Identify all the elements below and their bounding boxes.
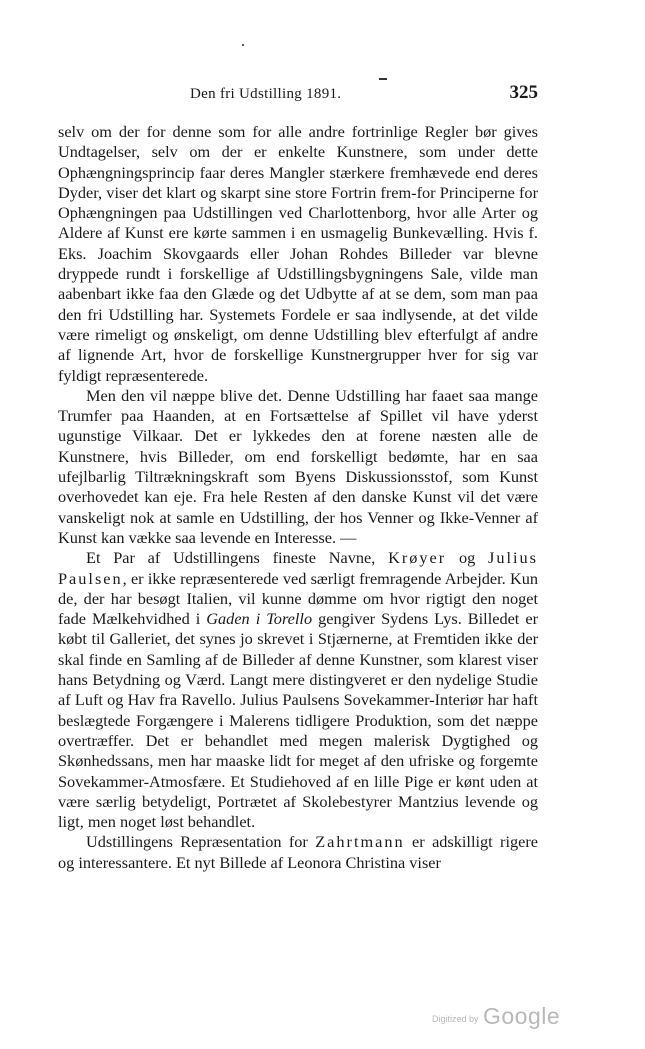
spaced-name: Julius Paulsen	[58, 548, 538, 588]
paragraph	[58, 122, 538, 386]
scan-mark	[379, 78, 387, 80]
paragraph	[58, 386, 538, 548]
text-run: selv om der for denne som for alle andre fortrinlige Regler bør gives Undtagelser, selv om der er enkelte Kunstnere, som under dette Ophængningsprincip faar deres Mangler stærkere fremhævede end deres Dyder, viser det klart og skarpt sine store Fortrin frem-for Principerne for Ophængningen paa Udstillingen ved Charlottenborg, hvor alle Arter og Aldere af Kunst ere kørte sammen i en usmagelig Bunkevælling. Hvis f. Eks. Joachim Skovgaards eller Johan Rohdes Billeder var blevne dryppede rundt i forskellige af Udstillingsbygningens Sale, vilde man aabenbart ikke faa den Glæde og det Udbytte af at se dem, som man paa den fri Udstilling har. Systemets Fordele er saa indlysende, at det vilde være rimeligt og ønskeligt, om denne Udstilling blev efterfulgt af andre af lignende Art, hvor de forskellige Kunstnergrupper hver for sig var fyldigt repræsenterede.	[58, 122, 538, 385]
digitized-by-watermark	[432, 1003, 560, 1030]
running-title: Den fri Udstilling 1891.	[190, 86, 342, 102]
text-run: Men den vil næppe blive det. Denne Udstilling har faaet saa mange Trumfer paa Haanden, at en Fortsættelse af Spillet vil have yderst ugunstige Vilkaar. Det er lykkedes den at forene næsten alle de Kunstnere, hvis Billeder, om end forskelligt bedømte, har en saa ufejlbarlig Tiltrækningskraft som Byens Diskussionsstof, som Kunst overhovedet kan eje. Fra hele Resten af den danske Kunst vil det være vanskeligt nok at samle en Udstilling, der hos Venner og Ikke-Venner af Kunst kan vække saa levende en Interesse. —	[58, 385, 538, 547]
paragraph	[58, 548, 538, 832]
body-text	[58, 122, 538, 873]
scan-speck	[242, 44, 244, 46]
text-run: , er ikke repræsenterede ved særligt fremragende Arbejder. Kun de, der har besøgt Italien, vil kunne dømme om hvor rigtigt den noget fade Mælkehvidhed i	[58, 568, 538, 629]
spaced-name: Krøyer	[388, 548, 447, 568]
text-run: Et Par af Udstillingens fineste Navne,	[86, 548, 389, 568]
spaced-name: Zahrtmann	[315, 832, 405, 852]
google-logo: Google	[482, 1003, 561, 1029]
text-run: Udstillingens Repræsentation for	[86, 832, 316, 852]
digitized-label: Digitized by	[432, 1014, 479, 1024]
paragraph	[58, 832, 538, 873]
text-run: gengiver Sydens Lys. Billedet er købt til Galleriet, det synes jo skrevet i Stjærnerne, at Fremtiden ikke der skal finde en Samling af de Billeder af denne Kunstner, som klarest viser hans Betydning og Værd. Langt mere distingveret er den nydelige Studie af Luft og Hav fra Ravello. Julius Paulsens Sovekammer-Interiør har haft beslægtede Forgængere i Malerens tidligere Produktion, som det næppe overtræffer. Det er behandlet med megen malerisk Dygtighed og Skønhedssans, men har maaske lidt for meget af den ufriske og forgemte Sovekammer-Atmosfære. Et Studiehoved af en lille Pige er kønt uden at være særlig betydeligt, Portrætet af Skolebestyrer Mantzius levende og ligt, men noget løst behandlet.	[58, 609, 538, 832]
page-number: 325	[509, 82, 538, 103]
running-head	[60, 82, 538, 110]
text-run: og	[446, 548, 488, 568]
italic-title: Gaden i Torello	[206, 609, 313, 629]
text-run: er adskilligt rigere og interessantere. Et nyt Billede af Leonora Christina viser	[58, 832, 538, 872]
